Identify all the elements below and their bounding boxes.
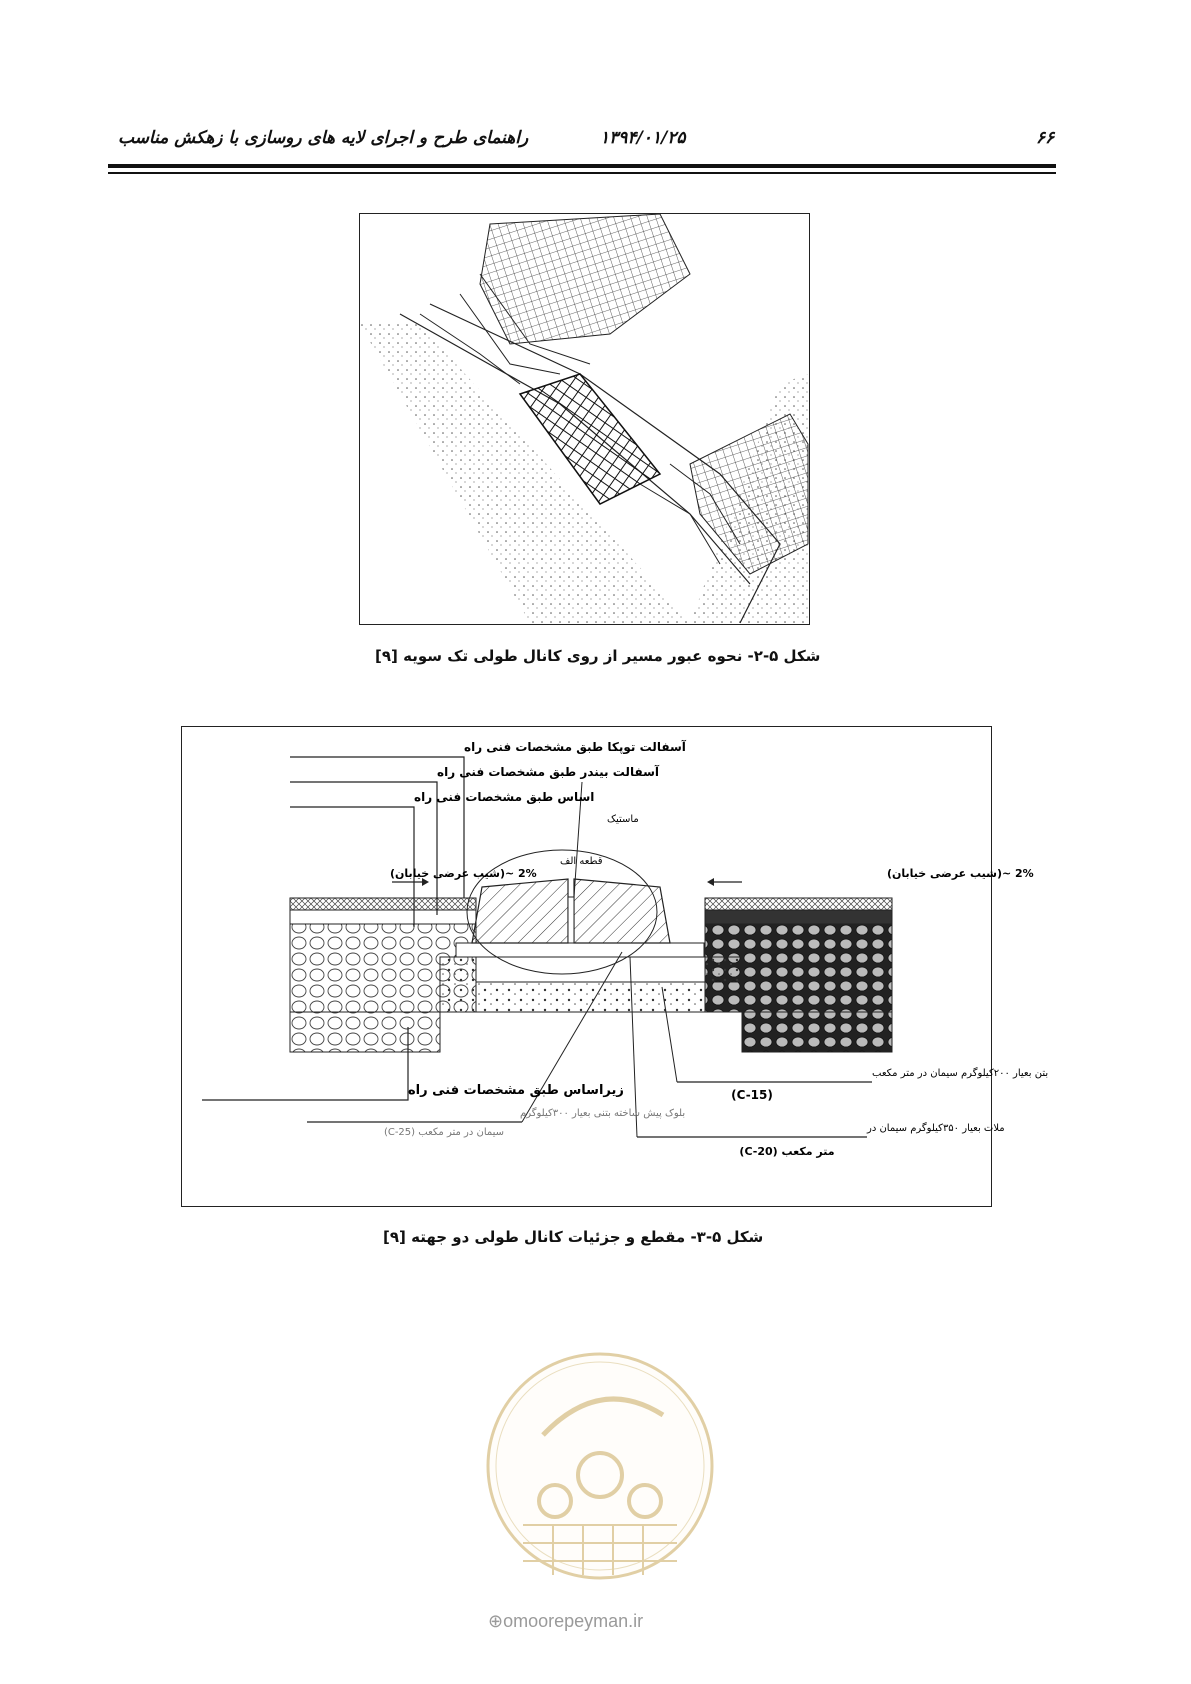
watermark-url: ⊕omoorepeyman.ir [488, 1611, 644, 1631]
right-binder-layer [705, 910, 892, 924]
channel-crossing-drawing [360, 214, 808, 623]
precast-block-left [472, 879, 568, 943]
label-mortar-1: ملات بعیار ۳۵۰کیلوگرم سیمان در [867, 1123, 1005, 1134]
label-binder: آسفالت بیندر طبق مشخصات فنی راه [437, 765, 659, 779]
header-rule-thin [108, 172, 1056, 174]
label-slope-left: 2% ~(شیب عرضی خیابان) [390, 867, 537, 880]
header-rule-thick [108, 164, 1056, 168]
label-concrete-1: بتن بعیار ۲۰۰کیلوگرم سیمان در متر مکعب [872, 1068, 1049, 1079]
precast-block-right [574, 879, 670, 943]
watermark-logo [483, 1325, 717, 1607]
label-mortar-2: متر مکعب (C-20) [739, 1145, 835, 1158]
left-topeka-layer [290, 898, 476, 910]
globe-icon: ⊕ [488, 1611, 504, 1631]
figure-1-frame [359, 213, 810, 625]
label-mastic: ماستیک [607, 814, 639, 825]
left-binder-layer [290, 910, 476, 924]
page-number: ۶۶ [1036, 128, 1055, 148]
figure-2-caption: شکل ۵-۳- مقطع و جزئیات کانال طولی دو جهته [۹] [383, 1228, 764, 1246]
label-slope-right: 2% ~(شیب عرضی خیابان) [887, 867, 1034, 880]
figure-1-caption: شکل ۵-۲- نحوه عبور مسیر از روی کانال طولی تک سویه [۹] [375, 647, 821, 665]
right-subbase-layer [742, 1012, 892, 1052]
left-subbase-layer [290, 1012, 440, 1052]
label-piece-a: قطعه الف [560, 856, 603, 867]
figure-2-frame [181, 726, 1049, 1207]
mastic-joint [568, 897, 574, 943]
right-topeka-layer [705, 898, 892, 910]
label-concrete-2: (C-15) [731, 1088, 773, 1102]
document-title: راهنمای طرح و اجرای لایه های روسازی با زهکش مناسب [118, 128, 529, 148]
label-subbase: زیراساس طبق مشخصات فنی راه [408, 1083, 624, 1098]
channel-cross-section [182, 727, 1049, 1205]
header-date: ۱۳۹۴/۰۱/۲۵ [600, 128, 686, 148]
label-block-2: سیمان در متر مکعب (C-25) [383, 1127, 505, 1138]
grid-slab-upper [480, 214, 690, 344]
label-base: اساس طبق مشخصات فنی راه [414, 790, 595, 804]
label-block-1: بلوک پیش ساخته بتنی بعیار ۳۰۰کیلوگرم [520, 1108, 686, 1119]
grid-slab-lower [690, 414, 808, 574]
label-topeka: آسفالت توپکا طبق مشخصات فنی راه [464, 740, 686, 754]
